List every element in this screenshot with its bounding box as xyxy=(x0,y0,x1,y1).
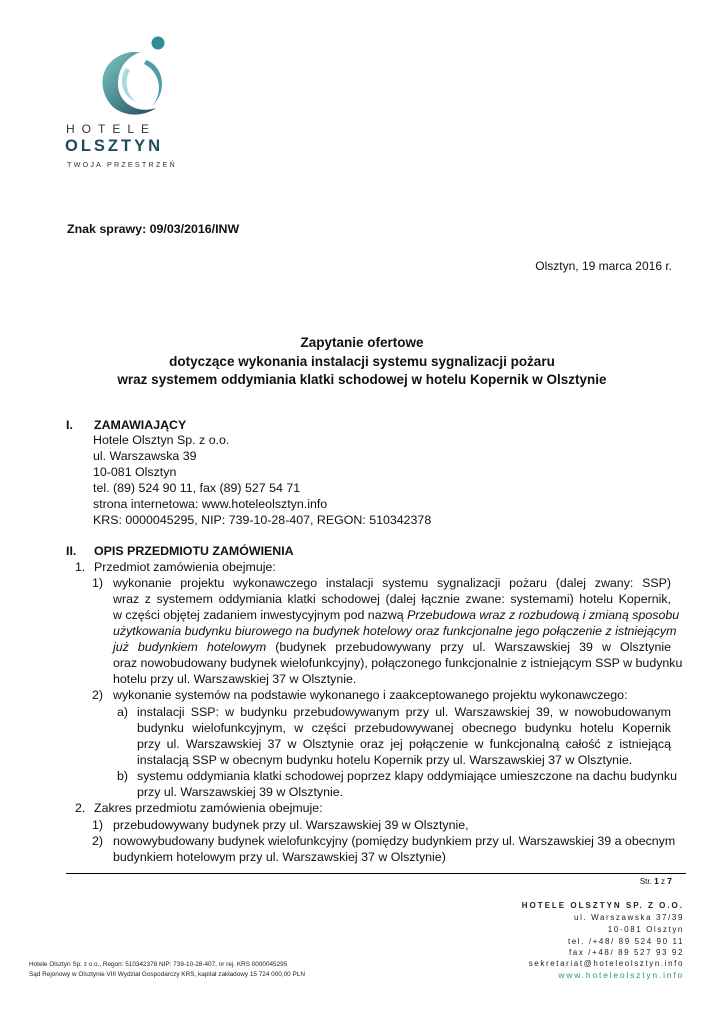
item-1-line-3 xyxy=(113,608,680,622)
client-name: Hotele Olsztyn Sp. z o.o. xyxy=(93,433,230,447)
page-prefix: Str. xyxy=(639,877,652,886)
footer-phone: tel. /+48/ 89 524 90 11 xyxy=(567,937,684,946)
point-1-text: Przedmiot zamówienia obejmuje: xyxy=(94,560,276,574)
subitem-a-line-4: instalacją SSP w obecnym budynku hotelu Kopernik przy ul. Warszawskiej 37 w Olsztynie. xyxy=(137,753,633,767)
footer-company: HOTELE OLSZTYN SP. Z O.O. xyxy=(521,901,684,910)
item-1-line-5-italic: już budynkiem hotelowym xyxy=(113,640,267,654)
scope-2-line-2: budynkiem hotelowym przy ul. Warszawskiej 37 w Olsztynie) xyxy=(113,850,446,864)
client-registry: KRS: 0000045295, NIP: 739-10-28-407, REGON: 510342378 xyxy=(93,513,432,527)
point-2-text: Zakres przedmiotu zamówienia obejmuje: xyxy=(94,801,323,815)
client-city: 10-081 Olsztyn xyxy=(93,465,177,479)
item-1-line-2: wraz z systemem oddymiania klatki schodowej (dalej łącznie zwane: systemami) hotelu Kopernik, xyxy=(113,592,671,606)
item-1-line-3-italic: Przebudowa wraz z rozbudową i zmianą sposobu xyxy=(407,608,680,622)
footer-legal-1: Hotele Olsztyn Sp. z o.o., Regon: 510342378 NIP: 739-10-28-407, nr rej. KRS 0000045295 xyxy=(29,961,288,968)
point-1-number: 1. xyxy=(75,560,86,574)
subitem-b-line-1: systemu oddymiania klatki schodowej poprzez klapy oddymiające umieszczone na dachu budynku xyxy=(137,769,677,783)
case-reference: Znak sprawy: 09/03/2016/INW xyxy=(67,222,240,236)
item-1-number: 1) xyxy=(92,576,104,590)
subitem-b-line-2: przy ul. Warszawskiej 39 w Olsztynie. xyxy=(137,785,344,799)
scope-1-number: 1) xyxy=(92,818,104,832)
document-date: Olsztyn, 19 marca 2016 r. xyxy=(535,259,672,273)
subitem-a-line-3: przy ul. Warszawskiej 37 w Olsztynie oraz jej połączenie w funkcjonalną całość z istniejącą xyxy=(137,737,671,751)
logo-swirl-icon xyxy=(60,34,200,124)
page-number xyxy=(640,876,672,886)
title-line-2: dotyczące wykonania instalacji systemu sygnalizacji pożaru xyxy=(169,354,555,369)
section-1-number: I. xyxy=(66,418,73,432)
company-logo xyxy=(60,34,200,184)
footer-website[interactable]: www.hoteleolsztyn.info xyxy=(558,970,684,980)
footer-legal-2: Sąd Rejonowy w Olsztynie VIII Wydział Gospodarczy KRS, kapitał zakładowy 15 724 000,00 PLN xyxy=(29,971,305,978)
section-1-heading: ZAMAWIAJĄCY xyxy=(94,418,187,432)
footer-city: 10-081 Olsztyn xyxy=(607,925,684,934)
subitem-b-label: b) xyxy=(117,769,129,783)
item-1-line-1: wykonanie projektu wykonawczego instalacji systemu sygnalizacji pożaru (dalej zwany: SSP) xyxy=(113,576,671,590)
footer-street: ul. Warszawska 37/39 xyxy=(574,913,684,922)
item-1-line-3-plain: w części objętej zadaniem inwestycyjnym pod nazwą xyxy=(113,608,408,622)
logo-text-hotele: HOTELE xyxy=(66,122,157,136)
subitem-a-line-1: instalacji SSP: w budynku przebudowywanym przy ul. Warszawskiej 39, w nowobudowanym xyxy=(137,705,671,719)
item-1-line-4: użytkowania budynku biurowego na budynek hotelowy oraz funkcjonalne jego połączenie z istniejącym xyxy=(113,624,677,638)
scope-1-text: przebudowywany budynek przy ul. Warszawskiej 39 w Olsztynie, xyxy=(113,818,469,832)
page-current: 1 xyxy=(654,876,659,886)
title-line-3: wraz systemem oddymiania klatki schodowej w hotelu Kopernik w Olsztynie xyxy=(117,372,607,387)
item-1-line-6: oraz nowobudowany budynek wielofunkcyjny), połączonego funkcjonalnie z istniejącym SSP w budynku xyxy=(113,656,683,670)
title-line-1: Zapytanie ofertowe xyxy=(300,335,424,350)
logo-text-tagline: TWOJA PRZESTRZEŃ xyxy=(67,160,177,169)
point-2-number: 2. xyxy=(75,801,86,815)
subitem-a-line-2: budynku wielofunkcyjnym, w części przebudowywanej obecnego budynku hotelu Kopernik xyxy=(137,721,671,735)
footer-email[interactable]: sekretariat@hoteleolsztyn.info xyxy=(528,959,684,968)
page-sep: z xyxy=(661,877,666,886)
item-1-line-5 xyxy=(113,640,671,654)
client-street: ul. Warszawska 39 xyxy=(93,449,197,463)
client-phone: tel. (89) 524 90 11, fax (89) 527 54 71 xyxy=(93,481,301,495)
scope-2-line-1: nowowybudowany budynek wielofunkcyjny (pomiędzy budynkiem przy ul. Warszawskiej 39 a obecnym xyxy=(113,834,676,848)
item-2-number: 2) xyxy=(92,688,104,702)
item-1-line-7: hotelu przy ul. Warszawskiej 37 w Olsztynie. xyxy=(113,672,357,686)
section-2-heading: OPIS PRZEDMIOTU ZAMÓWIENIA xyxy=(94,544,294,558)
logo-text-olsztyn: OLSZTYN xyxy=(65,137,163,155)
item-1-line-5-plain: (budynek przebudowywany przy ul. Warszawskiej 39 w Olsztynie xyxy=(266,640,671,654)
item-2-text: wykonanie systemów na podstawie wykonanego i zaakceptowanego projektu wykonawczego: xyxy=(113,688,628,702)
subitem-a-label: a) xyxy=(117,705,129,719)
scope-2-number: 2) xyxy=(92,834,104,848)
page-total: 7 xyxy=(667,876,672,886)
footer-fax: fax /+48/ 89 527 93 92 xyxy=(568,948,684,957)
section-2-number: II. xyxy=(66,544,77,558)
footer-divider xyxy=(66,873,686,874)
client-website: strona internetowa: www.hoteleolsztyn.info xyxy=(93,497,328,511)
